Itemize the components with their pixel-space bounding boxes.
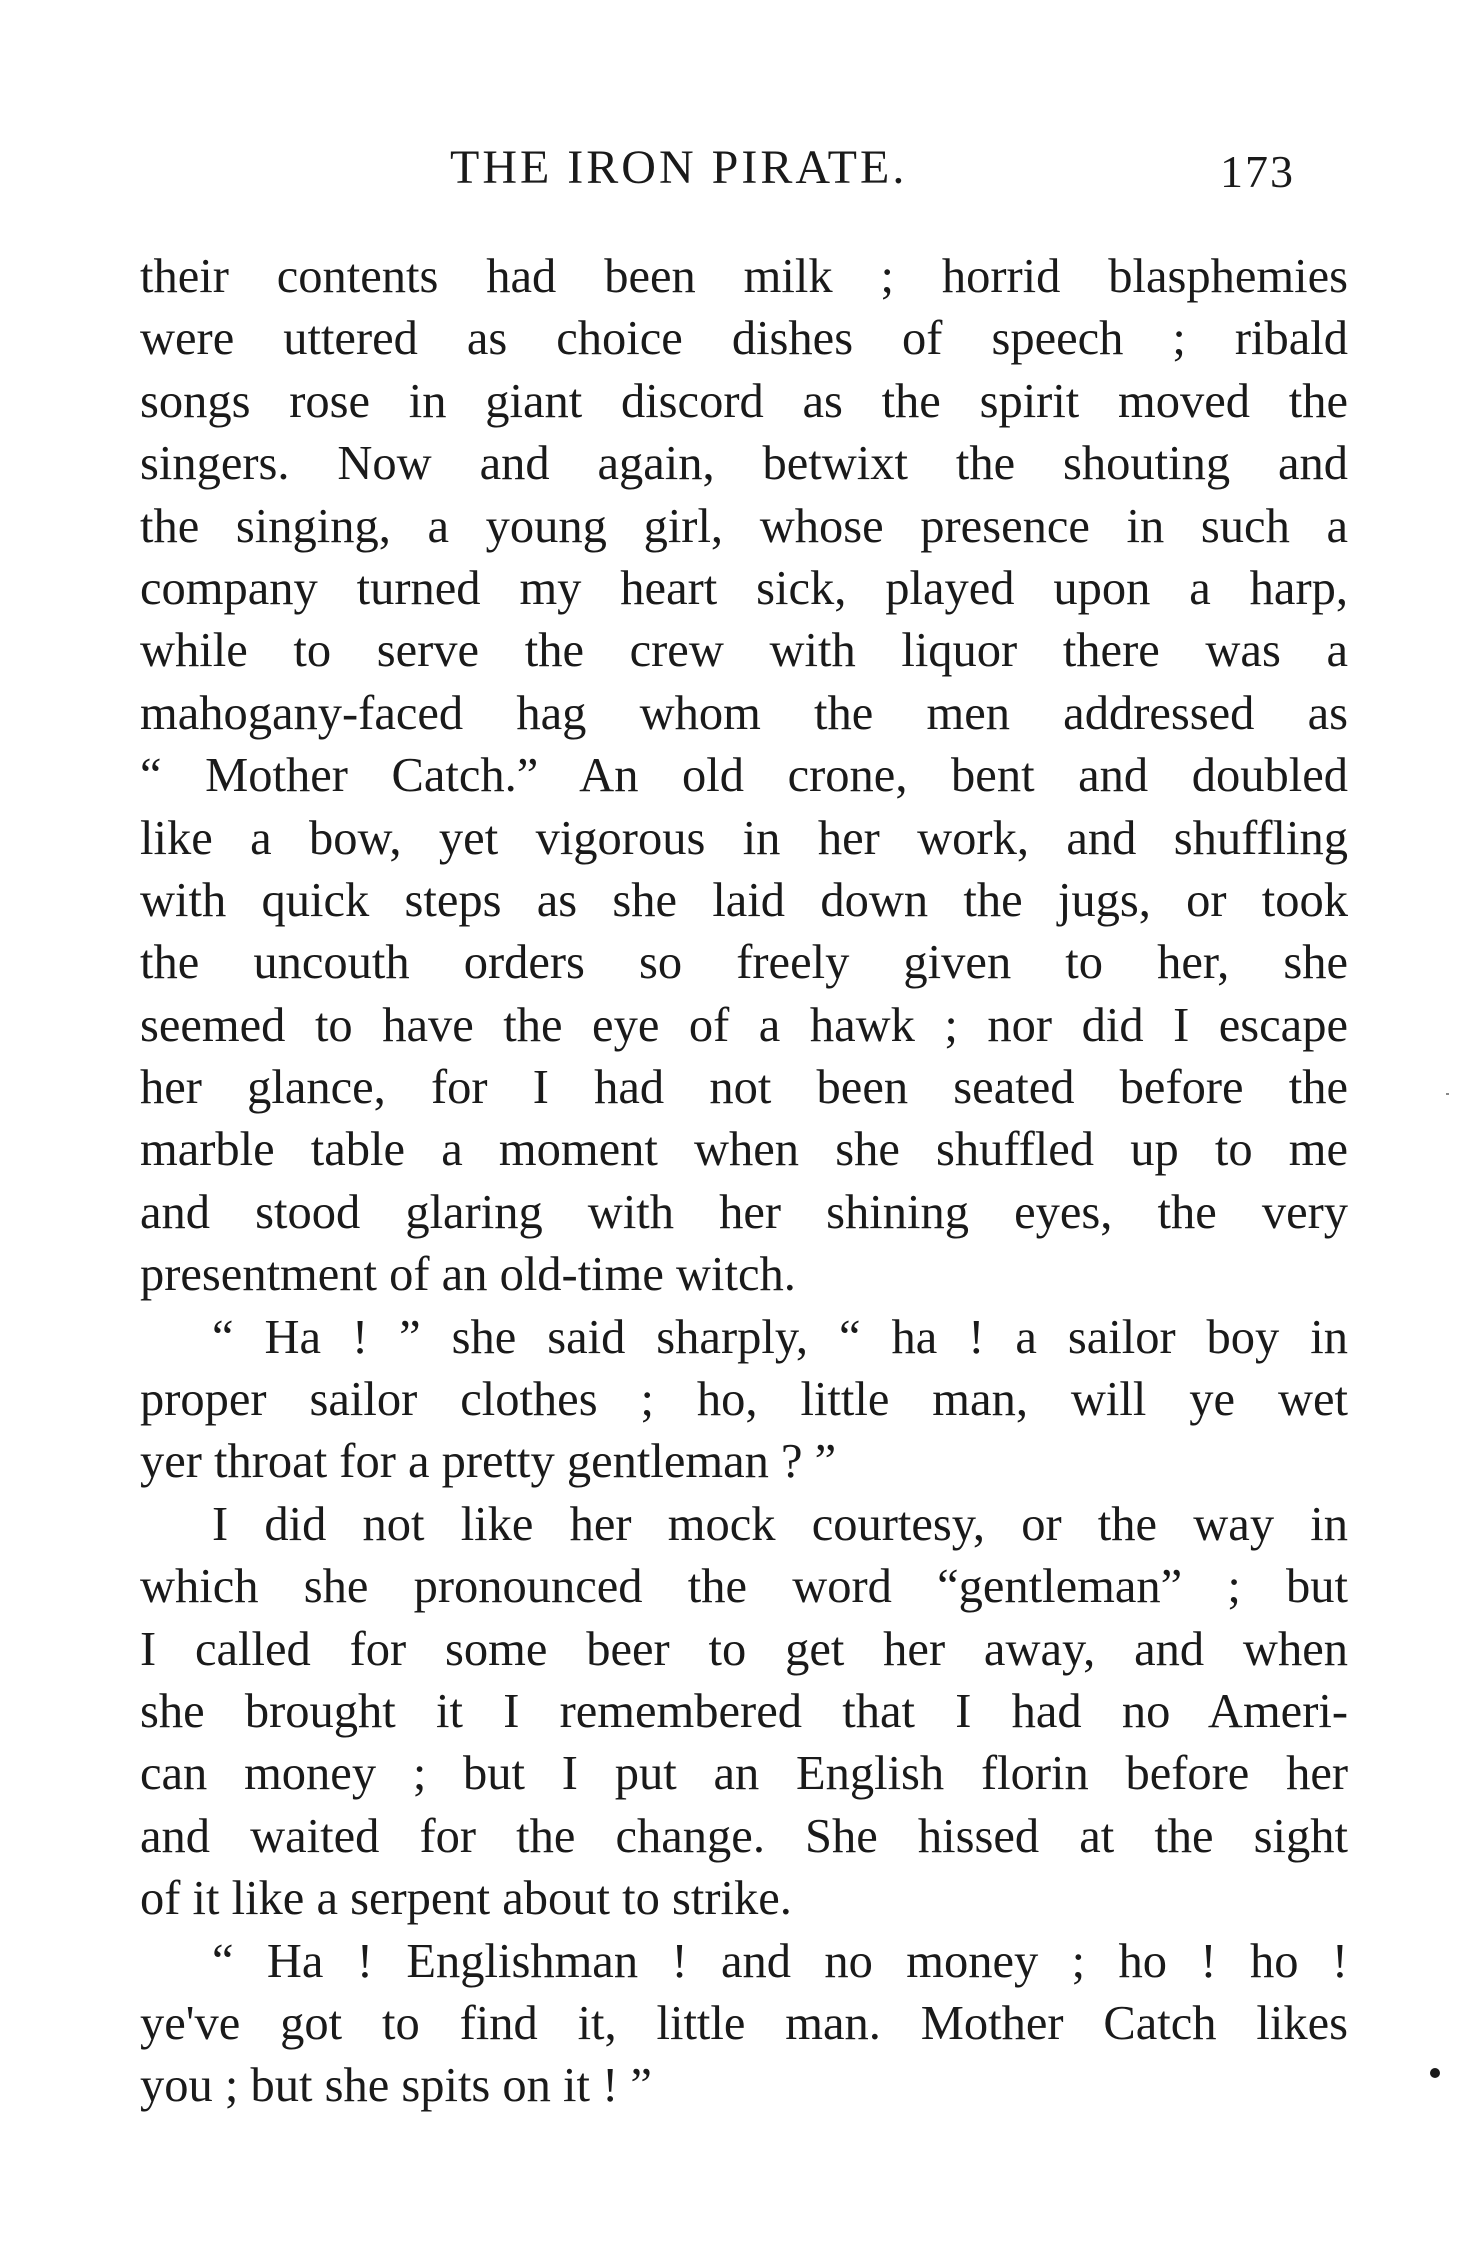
running-header — [0, 138, 1471, 198]
text-line: were uttered as choice dishes of speech ; ribald — [140, 312, 1348, 366]
text-line: she brought it I remembered that I had no Ameri- — [140, 1684, 1348, 1738]
text-line: which she pronounced the word “gentleman” ; but — [140, 1560, 1348, 1614]
margin-mark — [1446, 1093, 1449, 1095]
text-line: of it like a serpent about to strike. — [140, 1872, 792, 1926]
text-line: their contents had been milk ; horrid blasphemies — [140, 250, 1348, 303]
text-line: “ Mother Catch.” An old crone, bent and doubled — [140, 749, 1348, 803]
text-line: marble table a moment when she shuffled up to me — [140, 1123, 1348, 1177]
text-line: and stood glaring with her shining eyes, the very — [140, 1185, 1348, 1239]
running-title: THE IRON PIRATE. — [450, 141, 908, 194]
text-line: seemed to have the eye of a hawk ; nor did I escape — [140, 998, 1348, 1052]
text-line: like a bow, yet vigorous in her work, and shuffling — [140, 811, 1348, 865]
text-line: “ Ha ! Englishman ! and no money ; ho ! ho ! — [212, 1934, 1348, 1988]
text-line: and waited for the change. She hissed at the sight — [140, 1809, 1348, 1863]
text-line: ye've got to find it, little man. Mother Catch likes — [140, 1996, 1348, 2050]
text-line: you ; but she spits on it ! ” — [140, 2059, 652, 2113]
text-line: songs rose in giant discord as the spirit moved the — [140, 374, 1348, 428]
text-line: yer throat for a pretty gentleman ? ” — [140, 1435, 837, 1489]
text-line: with quick steps as she laid down the jugs, or took — [140, 873, 1348, 927]
text-line: the uncouth orders so freely given to her, she — [140, 936, 1348, 990]
text-line: can money ; but I put an English florin before her — [140, 1747, 1348, 1801]
text-line: her glance, for I had not been seated before the — [140, 1061, 1348, 1115]
text-line: mahogany-faced hag whom the men addressed as — [140, 686, 1348, 740]
page-number: 173 — [1220, 146, 1295, 197]
body-text — [140, 246, 1348, 2118]
text-line: company turned my heart sick, played upon a harp, — [140, 561, 1348, 615]
text-line: “ Ha ! ” she said sharply, “ ha ! a sailor boy in — [212, 1310, 1348, 1364]
text-line: while to serve the crew with liquor there was a — [140, 624, 1348, 678]
text-line: I did not like her mock courtesy, or the way in — [212, 1497, 1348, 1551]
margin-dot — [1430, 2068, 1440, 2078]
text-line: the singing, a young girl, whose presence in such a — [140, 499, 1348, 553]
text-line: presentment of an old-time witch. — [140, 1248, 796, 1302]
text-line: I called for some beer to get her away, and when — [140, 1622, 1348, 1676]
text-line: proper sailor clothes ; ho, little man, will ye wet — [140, 1373, 1348, 1427]
text-line: singers. Now and again, betwixt the shouting and — [140, 437, 1348, 491]
